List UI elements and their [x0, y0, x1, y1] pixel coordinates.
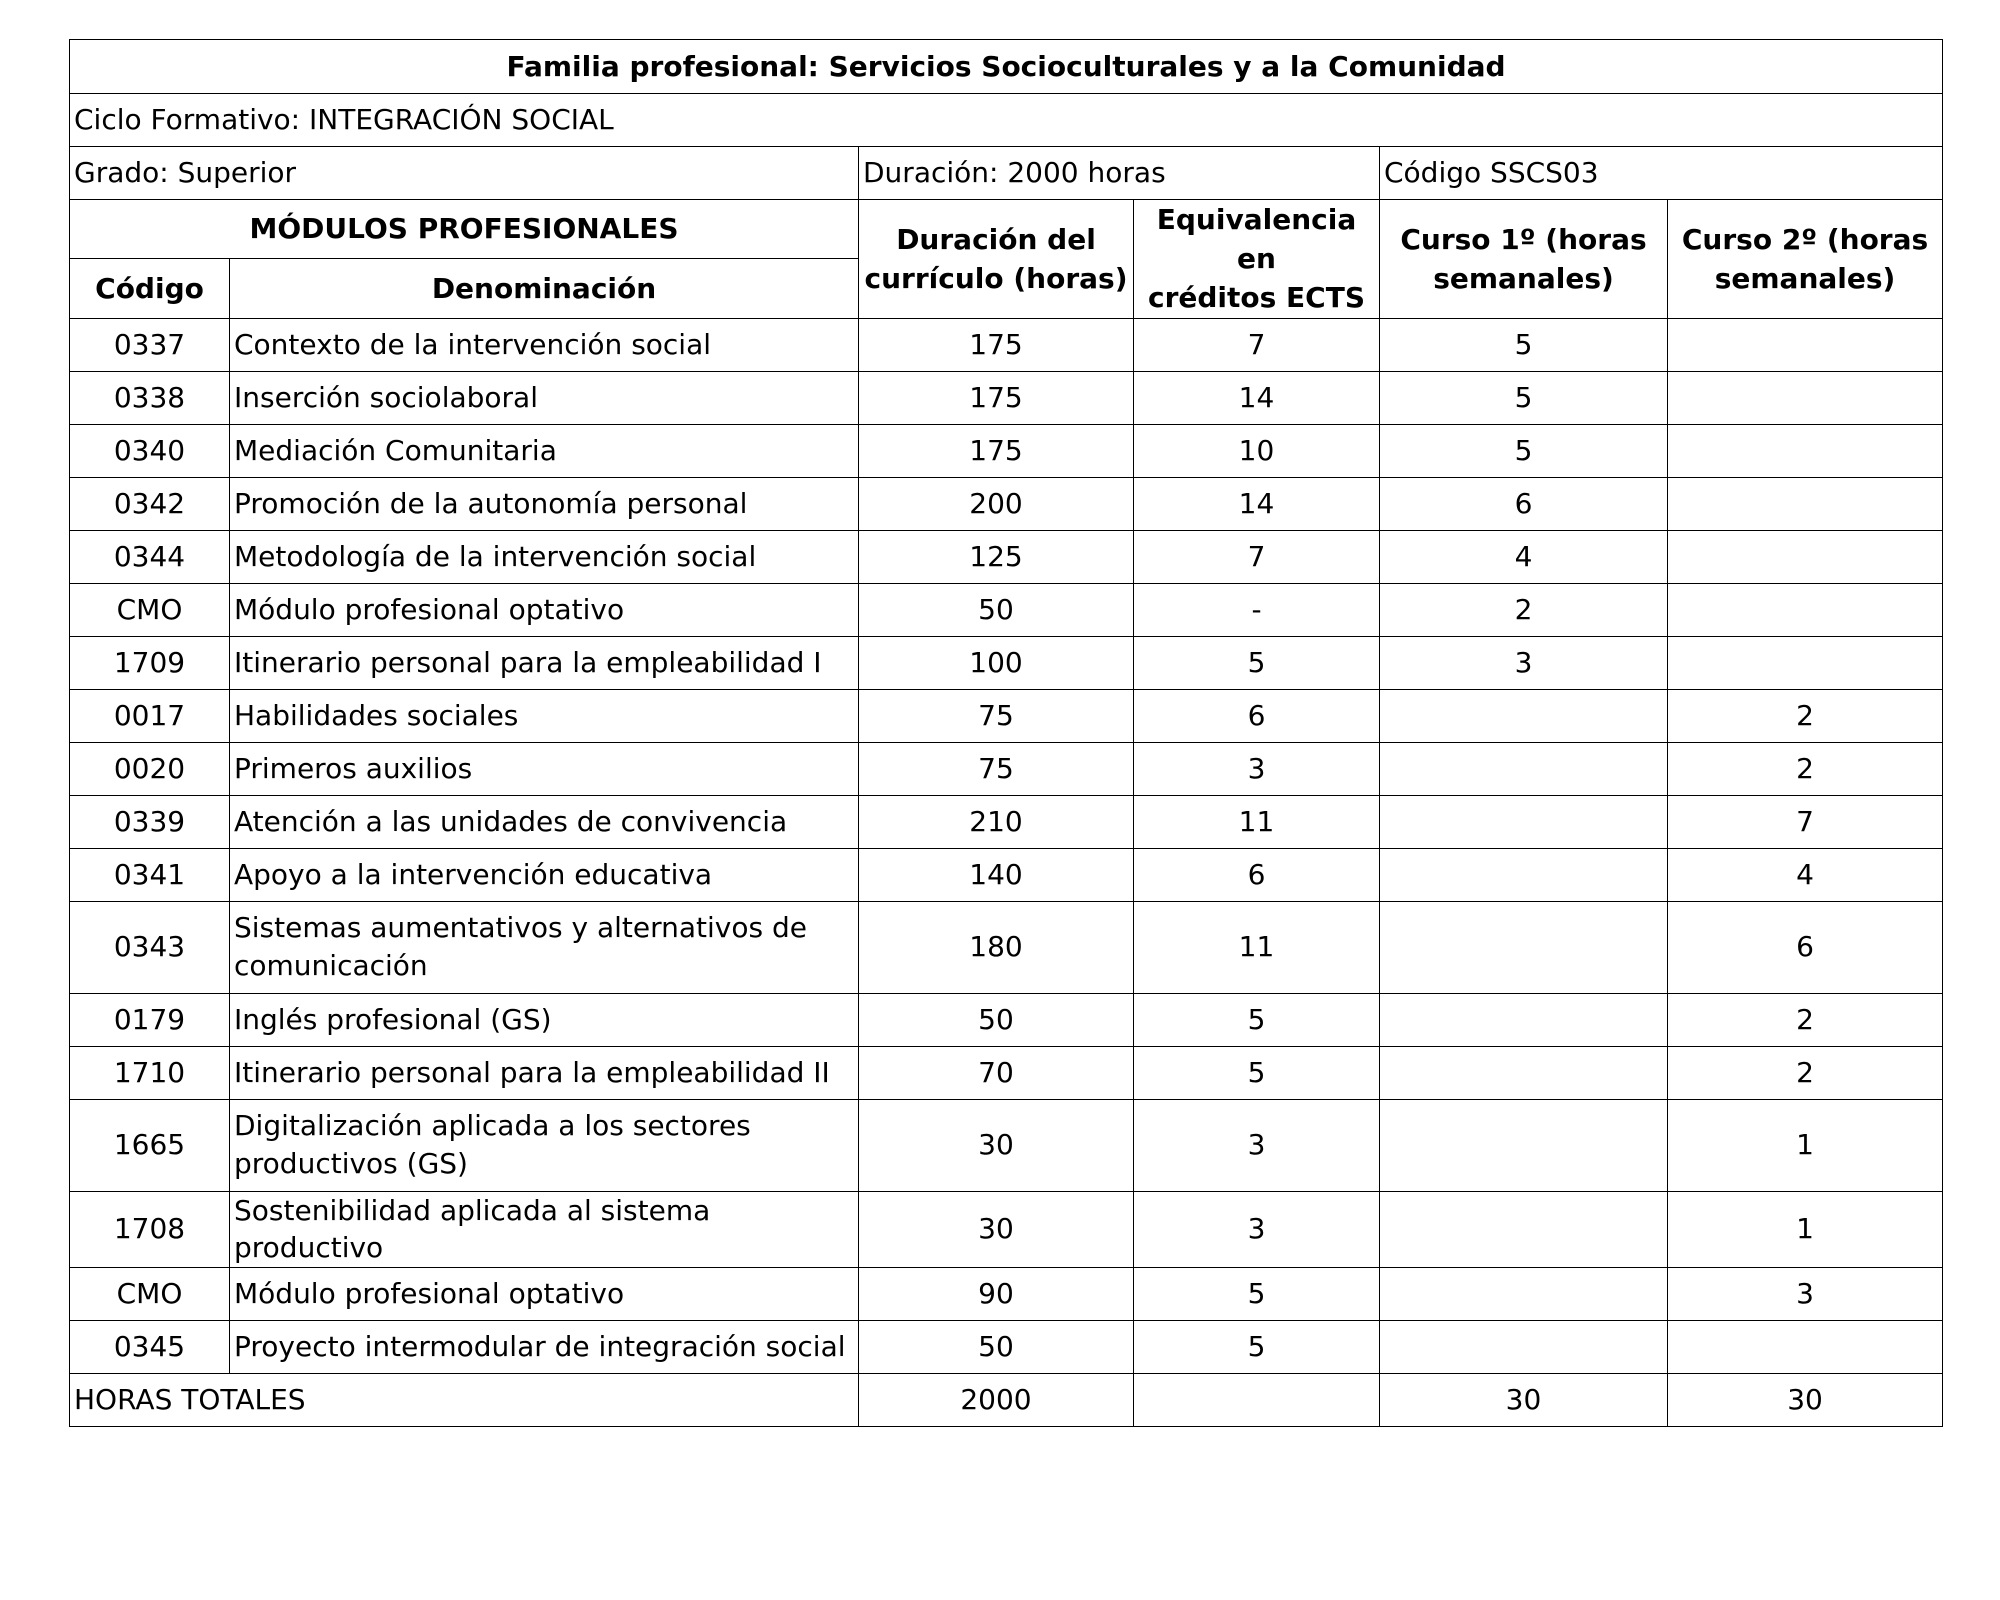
module-ects: 5	[1134, 1321, 1380, 1374]
module-denominacion: Primeros auxilios	[230, 742, 859, 795]
module-codigo: 1665	[70, 1099, 230, 1191]
module-codigo: 0017	[70, 689, 230, 742]
module-denominacion: Inglés profesional (GS)	[230, 993, 859, 1046]
module-duracion: 70	[859, 1046, 1134, 1099]
module-codigo: 0340	[70, 424, 230, 477]
module-ects: 6	[1134, 689, 1380, 742]
module-ects: 3	[1134, 742, 1380, 795]
module-row	[70, 636, 1943, 689]
module-curso2: 3	[1668, 1268, 1943, 1321]
module-duracion: 200	[859, 477, 1134, 530]
module-duracion: 75	[859, 742, 1134, 795]
module-row	[70, 424, 1943, 477]
module-curso1: 4	[1380, 530, 1668, 583]
familia-title: Familia profesional: Servicios Socioculturales y a la Comunidad	[70, 40, 1943, 94]
module-curso2: 7	[1668, 795, 1943, 848]
codigo-header: Código	[70, 259, 230, 318]
module-duracion: 175	[859, 371, 1134, 424]
curso2-header-line1: Curso 2º (horas	[1681, 222, 1929, 256]
module-curso1	[1380, 1191, 1668, 1268]
module-ects: -	[1134, 583, 1380, 636]
module-codigo: 1710	[70, 1046, 230, 1099]
module-curso2: 2	[1668, 993, 1943, 1046]
grado-row	[70, 147, 1943, 200]
module-curso2: 1	[1668, 1099, 1943, 1191]
module-curso1	[1380, 795, 1668, 848]
module-codigo: 0020	[70, 742, 230, 795]
module-denominacion: Atención a las unidades de convivencia	[230, 795, 859, 848]
column-header-row-1	[70, 200, 1943, 259]
module-curso2: 2	[1668, 1046, 1943, 1099]
module-codigo: 0341	[70, 848, 230, 901]
grado-label: Grado: Superior	[70, 147, 859, 200]
module-denominacion: Sostenibilidad aplicada al sistema productivo	[230, 1191, 859, 1268]
module-curso1	[1380, 901, 1668, 993]
module-curso1	[1380, 1099, 1668, 1191]
module-curso1	[1380, 1321, 1668, 1374]
module-row	[70, 742, 1943, 795]
curso1-header	[1380, 200, 1668, 319]
module-row	[70, 993, 1943, 1046]
module-curso1: 5	[1380, 424, 1668, 477]
module-curso1: 6	[1380, 477, 1668, 530]
module-ects: 5	[1134, 1268, 1380, 1321]
module-curso2: 1	[1668, 1191, 1943, 1268]
ects-header-line2: créditos ECTS	[1147, 281, 1365, 315]
module-row	[70, 583, 1943, 636]
module-curso2	[1668, 424, 1943, 477]
modules-table	[69, 39, 1943, 1427]
codigo-label: Código SSCS03	[1380, 147, 1943, 200]
duracion-label: Duración: 2000 horas	[859, 147, 1380, 200]
title-row	[70, 40, 1943, 94]
module-denominacion: Contexto de la intervención social	[230, 318, 859, 371]
module-ects: 3	[1134, 1191, 1380, 1268]
module-duracion: 140	[859, 848, 1134, 901]
totals-curso2: 30	[1668, 1374, 1943, 1427]
module-curso1: 5	[1380, 318, 1668, 371]
module-curso1: 2	[1380, 583, 1668, 636]
module-curso2: 6	[1668, 901, 1943, 993]
module-ects: 10	[1134, 424, 1380, 477]
duracion-header-line1: Duración del	[896, 222, 1096, 256]
module-duracion: 210	[859, 795, 1134, 848]
module-codigo: 0345	[70, 1321, 230, 1374]
module-ects: 6	[1134, 848, 1380, 901]
duracion-header	[859, 200, 1134, 319]
module-curso2: 2	[1668, 742, 1943, 795]
module-curso2	[1668, 583, 1943, 636]
module-row	[70, 1321, 1943, 1374]
module-curso2	[1668, 530, 1943, 583]
module-ects: 3	[1134, 1099, 1380, 1191]
module-denominacion: Inserción sociolaboral	[230, 371, 859, 424]
module-denominacion: Habilidades sociales	[230, 689, 859, 742]
module-duracion: 30	[859, 1191, 1134, 1268]
totals-duracion: 2000	[859, 1374, 1134, 1427]
module-row	[70, 901, 1943, 993]
module-row	[70, 1268, 1943, 1321]
module-ects: 5	[1134, 993, 1380, 1046]
module-ects: 11	[1134, 795, 1380, 848]
module-curso1	[1380, 848, 1668, 901]
module-denominacion: Itinerario personal para la empleabilidad II	[230, 1046, 859, 1099]
module-codigo: 0339	[70, 795, 230, 848]
curso1-header-line1: Curso 1º (horas	[1400, 222, 1647, 256]
module-curso2: 4	[1668, 848, 1943, 901]
module-ects: 7	[1134, 318, 1380, 371]
module-curso1	[1380, 1268, 1668, 1321]
module-curso1: 3	[1380, 636, 1668, 689]
module-codigo: 0338	[70, 371, 230, 424]
module-denominacion: Digitalización aplicada a los sectores productivos (GS)	[230, 1099, 859, 1191]
module-row	[70, 371, 1943, 424]
module-duracion: 30	[859, 1099, 1134, 1191]
module-curso2	[1668, 318, 1943, 371]
module-row	[70, 795, 1943, 848]
ects-header	[1134, 200, 1380, 319]
module-curso1	[1380, 993, 1668, 1046]
module-denominacion: Itinerario personal para la empleabilidad I	[230, 636, 859, 689]
totals-label: HORAS TOTALES	[70, 1374, 859, 1427]
module-codigo: 1708	[70, 1191, 230, 1268]
module-duracion: 175	[859, 318, 1134, 371]
module-codigo: 0344	[70, 530, 230, 583]
module-ects: 5	[1134, 636, 1380, 689]
module-duracion: 100	[859, 636, 1134, 689]
module-codigo: 0342	[70, 477, 230, 530]
modulos-header: MÓDULOS PROFESIONALES	[70, 200, 859, 259]
module-ects: 7	[1134, 530, 1380, 583]
module-denominacion: Proyecto intermodular de integración social	[230, 1321, 859, 1374]
module-codigo: 1709	[70, 636, 230, 689]
module-row	[70, 1099, 1943, 1191]
module-curso2	[1668, 371, 1943, 424]
module-curso1	[1380, 689, 1668, 742]
curso2-header	[1668, 200, 1943, 319]
module-duracion: 175	[859, 424, 1134, 477]
module-codigo: 0179	[70, 993, 230, 1046]
module-codigo: 0337	[70, 318, 230, 371]
module-curso2	[1668, 477, 1943, 530]
module-ects: 14	[1134, 477, 1380, 530]
module-row	[70, 318, 1943, 371]
module-curso2	[1668, 1321, 1943, 1374]
module-duracion: 125	[859, 530, 1134, 583]
curso1-header-line2: semanales)	[1433, 261, 1614, 295]
module-duracion: 50	[859, 583, 1134, 636]
module-curso2: 2	[1668, 689, 1943, 742]
totals-row	[70, 1374, 1943, 1427]
duracion-header-line2: currículo (horas)	[864, 261, 1128, 295]
ciclo-row	[70, 94, 1943, 147]
module-row	[70, 1191, 1943, 1268]
module-duracion: 50	[859, 993, 1134, 1046]
totals-ects	[1134, 1374, 1380, 1427]
module-denominacion: Sistemas aumentativos y alternativos de comunicación	[230, 901, 859, 993]
module-curso1	[1380, 1046, 1668, 1099]
module-row	[70, 848, 1943, 901]
ciclo-label: Ciclo Formativo: INTEGRACIÓN SOCIAL	[70, 94, 1943, 147]
module-row	[70, 1046, 1943, 1099]
totals-curso1: 30	[1380, 1374, 1668, 1427]
module-row	[70, 477, 1943, 530]
module-codigo: 0343	[70, 901, 230, 993]
ects-header-line1: Equivalencia en	[1156, 203, 1357, 276]
module-denominacion: Módulo profesional optativo	[230, 1268, 859, 1321]
module-row	[70, 689, 1943, 742]
module-curso2	[1668, 636, 1943, 689]
module-curso1: 5	[1380, 371, 1668, 424]
module-codigo: CMO	[70, 583, 230, 636]
module-duracion: 50	[859, 1321, 1134, 1374]
module-row	[70, 530, 1943, 583]
module-denominacion: Metodología de la intervención social	[230, 530, 859, 583]
curso2-header-line2: semanales)	[1714, 261, 1896, 295]
module-codigo: CMO	[70, 1268, 230, 1321]
module-duracion: 75	[859, 689, 1134, 742]
module-duracion: 180	[859, 901, 1134, 993]
module-denominacion: Promoción de la autonomía personal	[230, 477, 859, 530]
module-denominacion: Módulo profesional optativo	[230, 583, 859, 636]
module-denominacion: Apoyo a la intervención educativa	[230, 848, 859, 901]
module-ects: 5	[1134, 1046, 1380, 1099]
module-ects: 11	[1134, 901, 1380, 993]
module-denominacion: Mediación Comunitaria	[230, 424, 859, 477]
denominacion-header: Denominación	[230, 259, 859, 318]
module-ects: 14	[1134, 371, 1380, 424]
module-duracion: 90	[859, 1268, 1134, 1321]
module-curso1	[1380, 742, 1668, 795]
